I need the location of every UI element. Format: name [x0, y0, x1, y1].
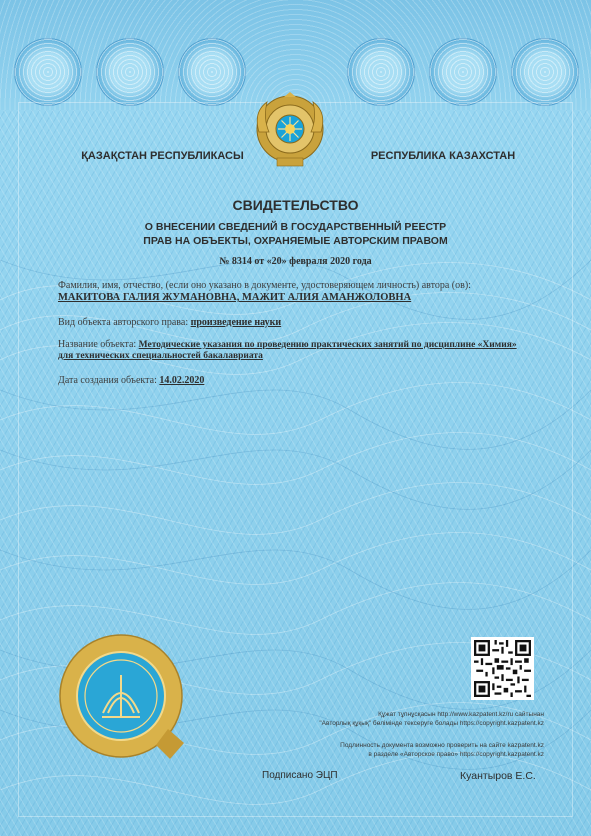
verification-note-kz-line-2: "Авторлық құқық" бөлімінде тексеруге болады https://copyright.kazpatent.kz [319, 720, 544, 727]
authors-label: Фамилия, имя, отчество, (если оно указано в документе, удостоверяющем личность) автора (ов): [58, 280, 471, 291]
state-emblem-icon [251, 92, 329, 170]
guilloche-rosette [14, 38, 82, 106]
verification-note-ru-line-1: Подлинность документа возможно проверить на сайте kazpatent.kz [340, 742, 544, 749]
signed-label: Подписано ЭЦП [262, 770, 338, 781]
certificate-number: № 8314 от «20» февраля 2020 года [219, 256, 372, 267]
signer-name: Куантыров Е.С. [460, 770, 536, 782]
verification-note-kz-line-1: Құжат тұпнұсқасын http://www.kazpatent.kz/ru сайтынан [378, 711, 544, 718]
object-name-value-line-1: Методические указания по проведению практических занятий по дисциплине «Химия» [138, 340, 517, 350]
guilloche-rosette [347, 38, 415, 106]
creation-date-label: Дата создания объекта: [58, 375, 157, 386]
qr-code-icon [471, 637, 534, 700]
object-type-field [58, 317, 281, 328]
guilloche-rosette [96, 38, 164, 106]
creation-date-value: 14.02.2020 [159, 375, 205, 386]
object-type-label: Вид объекта авторского права: [58, 317, 189, 328]
creation-date-field [58, 375, 204, 386]
header-kazakh: ҚАЗАҚСТАН РЕСПУБЛИКАСЫ [81, 150, 244, 162]
document-subtitle-line-1: О ВНЕСЕНИИ СВЕДЕНИЙ В ГОСУДАРСТВЕННЫЙ РЕЕСТР [144, 221, 447, 233]
document-title: СВИДЕТЕЛЬСТВО [232, 197, 359, 213]
object-name-label: Название объекта: [58, 339, 137, 350]
document-subtitle-line-2: ПРАВ НА ОБЪЕКТЫ, ОХРАНЯЕМЫЕ АВТОРСКИМ ПРАВОМ [143, 235, 448, 247]
guilloche-rosette [178, 38, 246, 106]
guilloche-rosette [511, 38, 579, 106]
object-name-value-line-2: для технических специальностей бакалавриата [58, 351, 263, 361]
object-name-field [58, 339, 517, 350]
header-russian: РЕСПУБЛИКА КАЗАХСТАН [370, 150, 516, 162]
verification-note-ru-line-2: в разделе «Авторское право» https://copyright.kazpatent.kz [368, 751, 544, 758]
institute-seal-icon [58, 633, 184, 759]
object-type-value: произведение науки [190, 317, 282, 328]
guilloche-rosette [429, 38, 497, 106]
authors-value: МАКИТОВА ГАЛИЯ ЖУМАНОВНА, МАЖИТ АЛИЯ АМАНЖОЛОВНА [58, 292, 412, 303]
